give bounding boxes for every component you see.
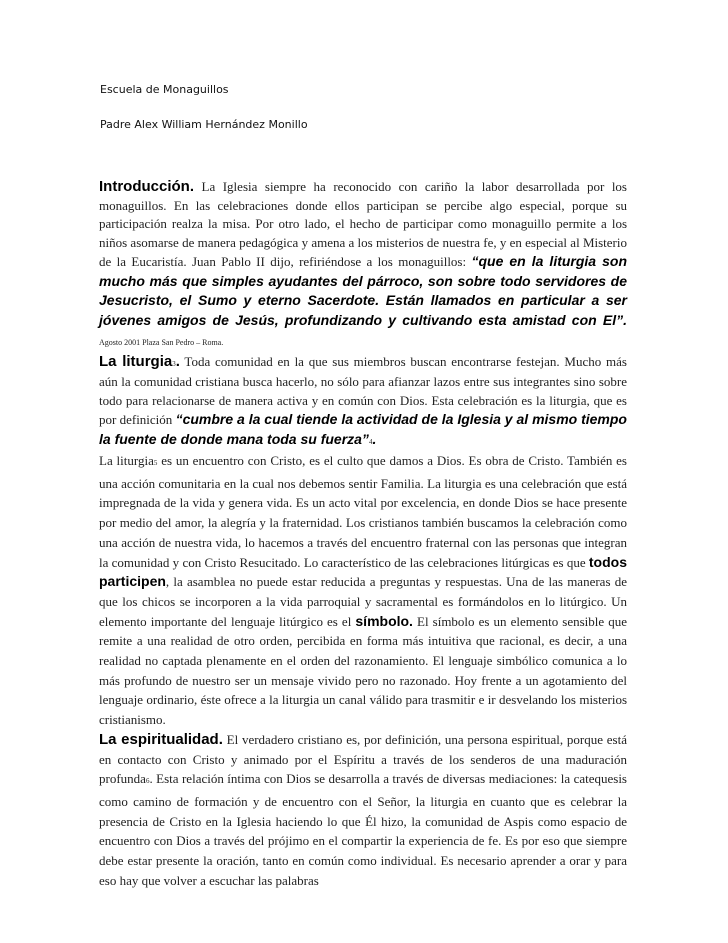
intro-quote: “que en la liturgia son mucho más que simples ayudantes del párroco, son sobre todo servidores de Jesucristo, el Sumo y eterno Sacerdote. Están llamados en particular a ser jóvenes amigos de Jesús, profundizando y cultivando esta amistad con El”. [99, 253, 628, 328]
intro-paragraph [99, 178, 627, 353]
liturgia-text: Toda comunidad en la que sus miembros buscan encontrarse festejan. Mucho más aún la comunidad cristiana busca hacerlo, no sólo para afianzar lazos entre sus integrantes sino sobre todo para relacionarse de manera activa y en común con Dios. Esta celebración es la liturgia, que es por definición [99, 353, 627, 427]
liturgia-p2-start: La liturgia [99, 453, 154, 468]
liturgia-p2-text3: El símbolo es un elemento sensible que remite a una realidad de otro orden, percibida en forma más intuitiva que racional, es decir, a una realidad no captada plenamente en el orden del razonamiento. El lenguaje simbólico comunica a lo más profundo de nuestro ser un mensaje vivido pero no razonado. Hoy frente a un agotamiento del lenguaje ordinario, éste ofrece a la liturgia un canal válido para trasmitir e ir desvelando los misterios cristianismo. [99, 613, 628, 728]
school-title: Escuela de Monaguillos [100, 83, 229, 96]
liturgia-paragraph [99, 353, 627, 452]
footnote-ref-3: 3 [172, 359, 176, 368]
liturgia-p2-text2: , la asamblea no puede estar reducida a preguntas y respuestas. Una de las maneras de que los chicos se incorporen a la vida parroquial y sacramental es formándolos en lo litúrgico. Un elemento importante del lenguaje litúrgico es el [99, 574, 627, 629]
document-body [99, 178, 627, 890]
espiritualidad-heading: La espiritualidad. [99, 730, 223, 748]
espiritualidad-paragraph [99, 730, 627, 891]
footnote-ref-5: 5 [153, 459, 158, 467]
intro-source: Agosto 2001 Plaza San Pedro – Roma. [99, 338, 224, 347]
footnote-ref-6: 6 [145, 777, 150, 786]
intro-heading: Introducción. [99, 178, 194, 195]
liturgia-p2-text1: es un encuentro con Cristo, es el culto que damos a Dios. Es obra de Cristo. También es una acción comunitaria en la cual nos debemos sentir Familia. La liturgia es una celebración que está impregnada de la vida y genera vida. Es un acto vital por excelencia, en donde Dios se hace presente por medio del amor, la alegría y la fraternidad. Los cristianos también buscamos la celebración como una acción de nuestra vida, lo hacemos a través del encuentro fraternal con las personas que integran la comunidad y con Cristo Resucitado. Lo característico de las celebraciones litúrgicas es que [99, 453, 627, 570]
author-name: Padre Alex William Hernández Monillo [100, 118, 308, 131]
footnote-ref-4: 4 [368, 437, 373, 446]
liturgia-heading-period: . [175, 352, 180, 370]
espiritualidad-text1: El verdadero cristiano es, por definición, una persona espiritual, porque está en contacto con Cristo y animado por el Espíritu a través de los senderos de una maduración profunda [99, 731, 627, 787]
todos-participen-emphasis: todos participen [99, 553, 627, 590]
liturgia-heading: La liturgia [99, 352, 173, 370]
liturgia-quote-end: . [372, 430, 377, 447]
simbolo-emphasis: símbolo. [355, 612, 413, 629]
liturgia-quote: “cumbre a la cual tiende la actividad de la Iglesia y al mismo tiempo la fuente de donde mana toda su fuerza” [99, 411, 627, 447]
espiritualidad-text2: . Esta relación íntima con Dios se desarrolla a través de diversas mediaciones: la catequesis como camino de formación y de encuentro con el Señor, la liturgia en cuanto que es celebrar la presencia de Cristo en la Iglesia haciendo lo que Él hizo, la comunidad de Aspis como espacio de encuentro con Dios a través del prójimo en el compartir la experiencia de fe. Es por eso que siempre debe estar presente la oración, tanto en común como individual. Es necesario aprender a orar y para eso hay que volver a escuchar las palabras [99, 771, 627, 888]
intro-text: La Iglesia siempre ha reconocido con cariño la labor desarrollada por los monaguillos. En las celebraciones donde ellos participan se percibe algo especial, porque su participación realza la misa. Por otro lado, el hecho de participar como monaguillo permite a los niños asomarse de manera pedagógica y amena a los misterios de nuestra fe, y en especial al Misterio de la Eucaristía. Juan Pablo II dijo, refiriéndose a los monaguillos: [99, 179, 627, 269]
liturgia-paragraph-2 [99, 451, 627, 730]
